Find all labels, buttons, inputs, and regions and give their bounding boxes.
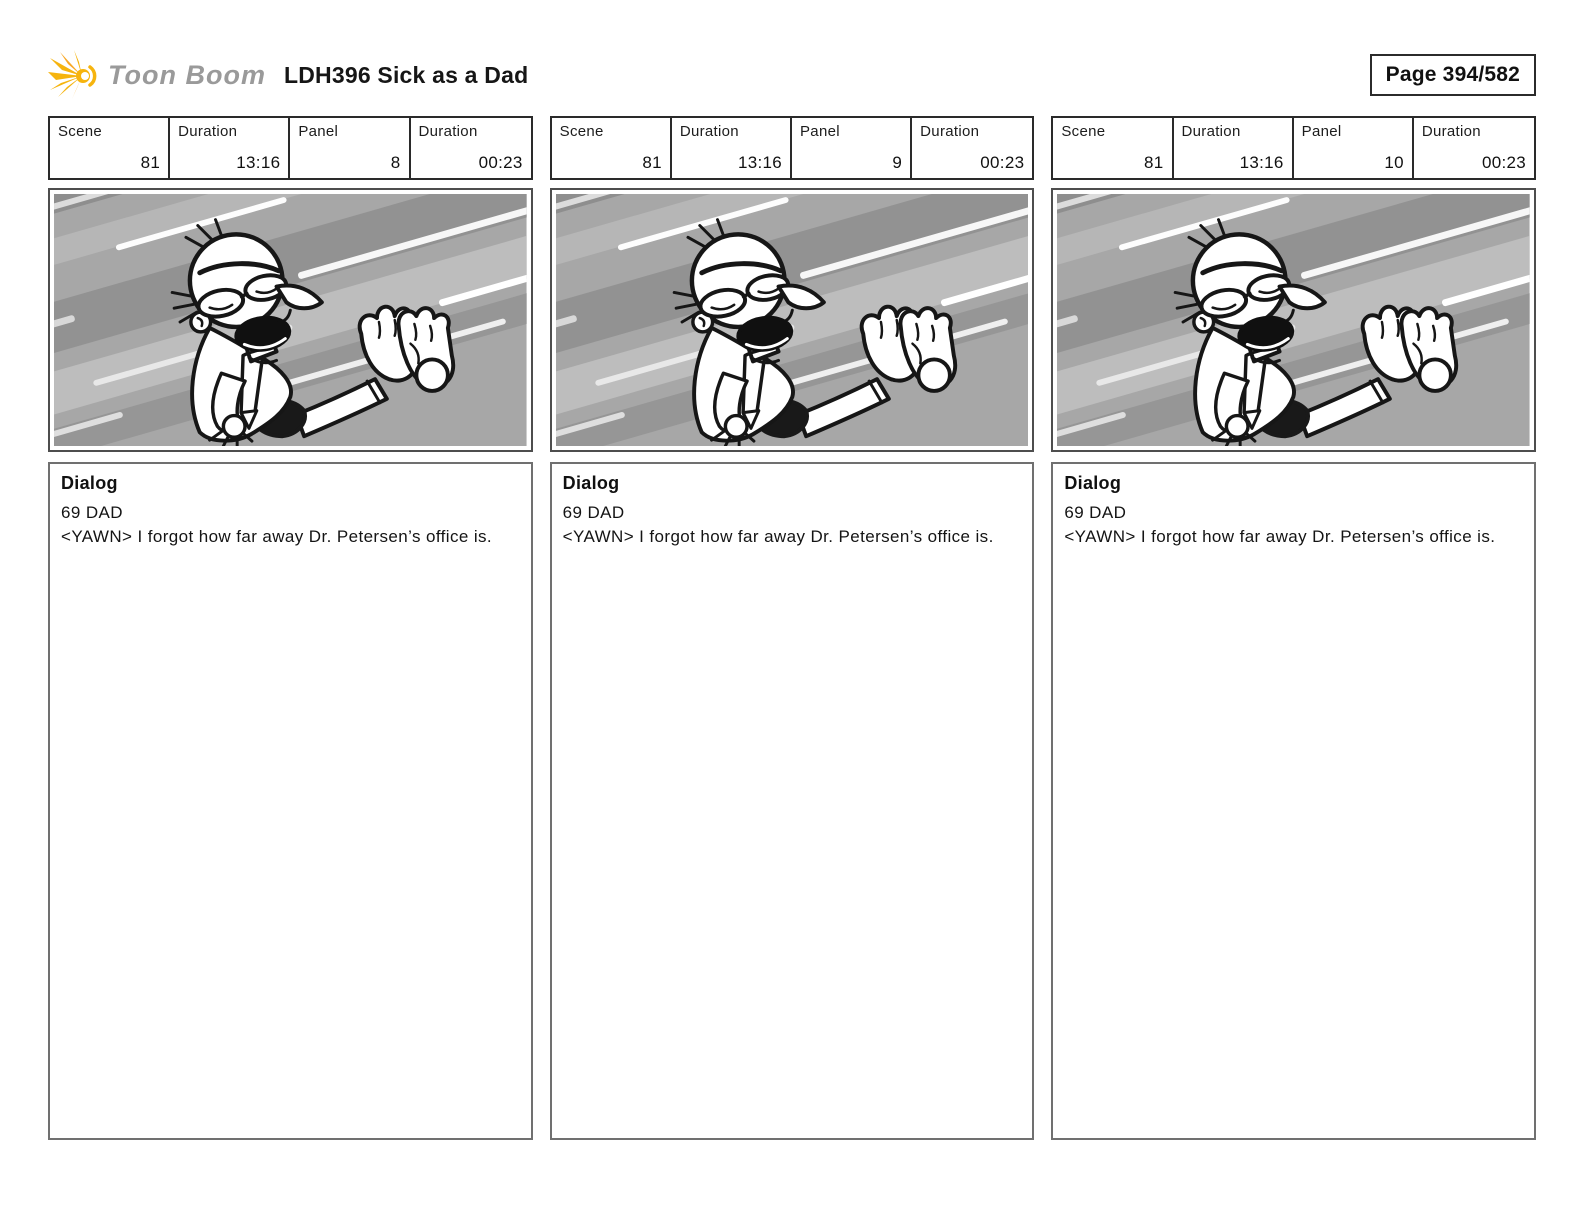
panel-duration-value: 00:23 <box>1481 153 1527 172</box>
dialog-character: 69 DAD <box>61 503 123 523</box>
panel-cell <box>792 118 912 178</box>
dialog-heading: Dialog <box>61 473 118 494</box>
storyboard-panel-image <box>1051 188 1536 452</box>
storyboard-drawing <box>54 194 527 446</box>
storyboard-grid <box>0 116 1584 1140</box>
storyboard-column-panel-9 <box>550 116 1035 1140</box>
dialog-box <box>1051 462 1536 1140</box>
panel-label: Panel <box>1301 123 1342 140</box>
page-number-badge: Page 394/582 <box>1370 54 1536 96</box>
panel-duration-cell <box>912 118 1032 178</box>
dialog-heading: Dialog <box>1064 473 1122 494</box>
panel-cell <box>290 118 410 178</box>
storyboard-column-panel-8 <box>48 116 533 1140</box>
panel-number-value: 8 <box>390 153 401 172</box>
storyboard-panel-image <box>550 188 1035 452</box>
scene-duration-cell <box>672 118 792 178</box>
scene-value: 81 <box>140 153 161 172</box>
panel-info-table <box>1051 116 1536 180</box>
duration-label: Duration <box>1421 123 1481 140</box>
duration-label: Duration <box>1181 123 1241 140</box>
storyboard-panel-image <box>48 188 533 452</box>
scene-duration-value: 13:16 <box>737 153 782 172</box>
panel-duration-cell <box>411 118 531 178</box>
dialog-text: <YAWN> I forgot how far away Dr. Petersen’s office is. <box>562 526 994 546</box>
scene-value: 81 <box>1143 153 1164 172</box>
panel-info-table <box>550 116 1035 180</box>
scene-duration-cell <box>170 118 290 178</box>
panel-duration-value: 00:23 <box>980 153 1025 172</box>
dialog-character: 69 DAD <box>562 503 625 523</box>
panel-label: Panel <box>800 123 840 140</box>
dialog-text: <YAWN> I forgot how far away Dr. Petersen’s office is. <box>1064 526 1496 546</box>
duration-label: Duration <box>178 123 238 140</box>
storyboard-column-panel-10 <box>1051 116 1536 1140</box>
toonboom-logo <box>48 50 266 100</box>
scene-value: 81 <box>642 153 662 172</box>
dialog-heading: Dialog <box>562 473 620 494</box>
dialog-character: 69 DAD <box>1064 503 1127 523</box>
scene-duration-cell <box>1174 118 1294 178</box>
panel-number-value: 9 <box>892 153 903 172</box>
dialog-box <box>48 462 533 1140</box>
dialog-box <box>550 462 1035 1140</box>
panel-cell <box>1294 118 1414 178</box>
panel-label: Panel <box>298 123 339 140</box>
storyboard-drawing <box>556 194 1029 446</box>
storyboard-drawing <box>1057 194 1530 446</box>
panel-duration-value: 00:23 <box>478 153 523 172</box>
page-title: LDH396 Sick as a Dad <box>283 61 529 88</box>
page-header <box>0 0 1584 116</box>
scene-label: Scene <box>559 123 604 140</box>
scene-duration-value: 13:16 <box>1239 153 1284 172</box>
scene-cell <box>50 118 170 178</box>
panel-info-table <box>48 116 533 180</box>
duration-label: Duration <box>679 123 739 140</box>
panel-duration-cell <box>1414 118 1534 178</box>
scene-cell <box>552 118 672 178</box>
scene-label: Scene <box>1061 123 1106 140</box>
scene-duration-value: 13:16 <box>236 153 281 172</box>
logo-wordmark: Toon Boom <box>108 59 266 90</box>
scene-label: Scene <box>58 123 103 140</box>
scene-cell <box>1053 118 1173 178</box>
duration-label: Duration <box>920 123 980 140</box>
toonboom-starburst-icon <box>48 50 102 100</box>
panel-number-value: 10 <box>1384 153 1404 172</box>
duration-label: Duration <box>418 123 478 140</box>
dialog-text: <YAWN> I forgot how far away Dr. Petersen’s office is. <box>61 526 493 546</box>
